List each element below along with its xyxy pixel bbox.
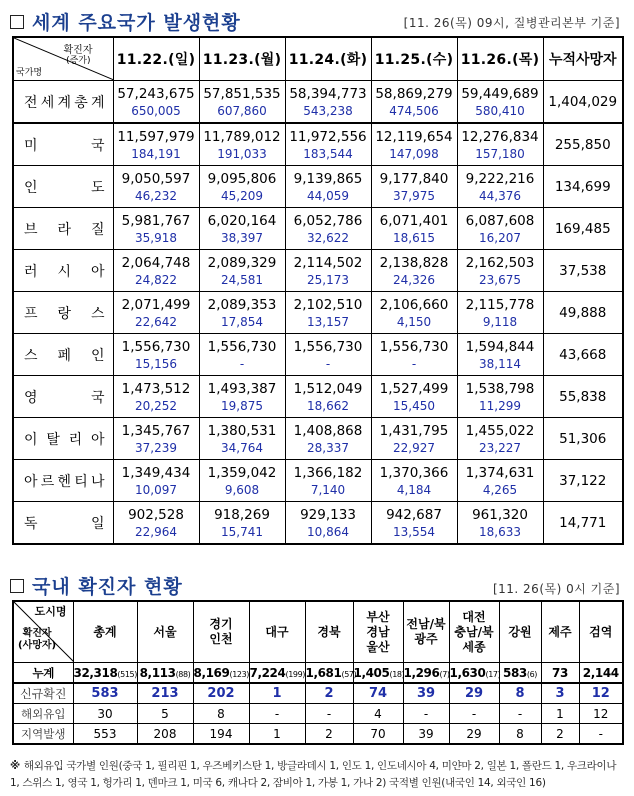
case-cell bbox=[113, 208, 199, 250]
region-value: 553 bbox=[73, 724, 137, 745]
daily-increase: 24,822 bbox=[135, 272, 177, 287]
case-cell bbox=[371, 502, 457, 545]
daily-increase: 13,554 bbox=[393, 524, 435, 539]
case-cell bbox=[457, 292, 543, 334]
daily-increase: 44,376 bbox=[479, 188, 521, 203]
cumulative-cases: 2,138,828 bbox=[379, 254, 449, 271]
daily-increase: 24,581 bbox=[221, 272, 263, 287]
daily-increase: 184,191 bbox=[131, 146, 181, 161]
case-cell bbox=[371, 376, 457, 418]
case-cell bbox=[285, 123, 371, 166]
corner-top-label: 도시명 bbox=[34, 605, 67, 618]
cumulative-cases: 2,106,660 bbox=[379, 296, 449, 313]
region-value: 74 bbox=[353, 683, 403, 704]
cumulative-cases: 1,374,631 bbox=[465, 464, 535, 481]
daily-increase: 11,299 bbox=[479, 398, 521, 413]
daily-increase: 15,450 bbox=[393, 398, 435, 413]
cumulative-cases: 1,380,531 bbox=[207, 422, 277, 439]
cumulative-cases: 1,349,434 bbox=[121, 464, 191, 481]
cumulative-deaths: 255,850 bbox=[543, 123, 623, 166]
cumulative-cases: 2,089,329 bbox=[207, 254, 277, 271]
country-name: 독 일 bbox=[13, 502, 113, 545]
region-value: 3 bbox=[541, 683, 579, 704]
case-cell bbox=[371, 334, 457, 376]
total-row bbox=[13, 663, 623, 684]
case-cell bbox=[199, 292, 285, 334]
daily-increase: 4,265 bbox=[482, 482, 518, 497]
region-value: 12 bbox=[579, 704, 623, 724]
corner-bottom-label: 확진자 (사망자) bbox=[18, 628, 57, 651]
case-cell bbox=[199, 502, 285, 545]
case-cell bbox=[199, 250, 285, 292]
country-name: 전 세 계 총 계 bbox=[13, 81, 113, 124]
daily-increase: 44,059 bbox=[307, 188, 349, 203]
daily-increase: 28,337 bbox=[307, 440, 349, 455]
cumulative-cases: 929,133 bbox=[300, 506, 356, 523]
region-value: 73 bbox=[541, 663, 579, 684]
cumulative-cases: 942,687 bbox=[386, 506, 442, 523]
cumulative-cases: 1,538,798 bbox=[465, 380, 535, 397]
daily-increase: 18,662 bbox=[307, 398, 349, 413]
country-name: 이 탈 리 아 bbox=[13, 418, 113, 460]
case-cell bbox=[199, 81, 285, 124]
corner-top2-label: (증가) bbox=[66, 56, 91, 66]
cumulative-cases: 2,115,778 bbox=[465, 296, 535, 313]
cumulative-deaths: 169,485 bbox=[543, 208, 623, 250]
domestic-table-header bbox=[13, 601, 623, 663]
region-value: 1,630(17) bbox=[449, 663, 499, 684]
case-cell bbox=[371, 250, 457, 292]
case-cell bbox=[371, 123, 457, 166]
note-text: 해외유입 국가별 인원(중국 1, 필리핀 1, 우즈베키스탄 1, 방글라데시 1, 인도 1, 인도네시아 4, 미얀마 2, 일본 1, 폴란드 1, 우크라이나 1, 스위스 1, 영국 1, 헝가리 1, 덴마크 1, 미국 6, 캐나다 2, 잠비아 1, 가봉 1, 가나 2) 국적별 인원(내국인 14, 외국인 16) bbox=[10, 760, 617, 789]
country-name: 인 도 bbox=[13, 166, 113, 208]
region-value: 208 bbox=[137, 724, 193, 745]
daily-increase: 15,156 bbox=[135, 356, 177, 371]
case-cell bbox=[285, 376, 371, 418]
region-value: - bbox=[449, 704, 499, 724]
daily-increase: 543,238 bbox=[303, 103, 353, 118]
country-name: 브 라 질 bbox=[13, 208, 113, 250]
cumulative-cases: 1,527,499 bbox=[379, 380, 449, 397]
row-label: 누계 bbox=[13, 663, 73, 684]
world-table-header bbox=[13, 37, 623, 81]
cumulative-cases: 1,408,868 bbox=[293, 422, 363, 439]
daily-increase: 4,184 bbox=[396, 482, 432, 497]
cumulative-cases: 6,087,608 bbox=[465, 212, 535, 229]
daily-increase: 16,207 bbox=[479, 230, 521, 245]
case-cell bbox=[457, 166, 543, 208]
daily-increase: 650,005 bbox=[131, 103, 181, 118]
daily-increase: 24,326 bbox=[393, 272, 435, 287]
daily-increase: 17,854 bbox=[221, 314, 263, 329]
case-cell bbox=[457, 334, 543, 376]
world-cases-table bbox=[12, 36, 624, 545]
region-header: 전남/북 광주 bbox=[403, 601, 449, 663]
cumulative-cases: 11,972,556 bbox=[289, 128, 367, 145]
case-cell bbox=[113, 250, 199, 292]
cumulative-deaths: 49,888 bbox=[543, 292, 623, 334]
country-row bbox=[13, 250, 623, 292]
daily-increase: 22,927 bbox=[393, 440, 435, 455]
cumulative-cases: 9,050,597 bbox=[121, 170, 191, 187]
case-cell bbox=[457, 376, 543, 418]
region-value: 7,224(199) bbox=[249, 663, 305, 684]
daily-increase: 34,764 bbox=[221, 440, 263, 455]
cumulative-cases: 57,851,535 bbox=[203, 85, 281, 102]
cumulative-cases: 1,556,730 bbox=[121, 338, 191, 355]
region-value: 29 bbox=[449, 683, 499, 704]
cumulative-deaths: 37,538 bbox=[543, 250, 623, 292]
section2-title: 국내 확진자 현황 bbox=[32, 576, 183, 598]
row-label: 해외유입 bbox=[13, 704, 73, 724]
region-value: 8 bbox=[499, 724, 541, 745]
country-name: 프 랑 스 bbox=[13, 292, 113, 334]
daily-increase: - bbox=[411, 356, 417, 371]
region-value: 39 bbox=[403, 724, 449, 745]
domestic-cases-table bbox=[12, 600, 624, 745]
region-value: 30 bbox=[73, 704, 137, 724]
daily-increase: 37,239 bbox=[135, 440, 177, 455]
cumulative-cases: 11,789,012 bbox=[203, 128, 281, 145]
region-value: 1,296(7) bbox=[403, 663, 449, 684]
note-mark: ※ bbox=[10, 760, 20, 772]
region-value: 29 bbox=[449, 724, 499, 745]
daily-increase: 9,118 bbox=[482, 314, 518, 329]
cumulative-cases: 58,394,773 bbox=[289, 85, 367, 102]
daily-increase: 7,140 bbox=[310, 482, 346, 497]
case-cell bbox=[199, 418, 285, 460]
region-header: 서울 bbox=[137, 601, 193, 663]
region-header: 제주 bbox=[541, 601, 579, 663]
region-header: 경기 인천 bbox=[193, 601, 249, 663]
daily-increase: 20,252 bbox=[135, 398, 177, 413]
case-cell bbox=[285, 334, 371, 376]
cumulative-cases: 9,095,806 bbox=[207, 170, 277, 187]
daily-increase: 147,098 bbox=[389, 146, 439, 161]
cumulative-cases: 2,102,510 bbox=[293, 296, 363, 313]
country-row bbox=[13, 208, 623, 250]
country-row bbox=[13, 460, 623, 502]
daily-increase: 22,642 bbox=[135, 314, 177, 329]
country-row bbox=[13, 123, 623, 166]
case-cell bbox=[285, 166, 371, 208]
case-cell bbox=[457, 502, 543, 545]
case-cell bbox=[113, 81, 199, 124]
cumulative-cases: 1,556,730 bbox=[293, 338, 363, 355]
cumulative-cases: 6,020,164 bbox=[207, 212, 277, 229]
date-header: 11.24.(화) bbox=[285, 37, 371, 81]
daily-increase: 46,232 bbox=[135, 188, 177, 203]
region-value: 202 bbox=[193, 683, 249, 704]
section1-header bbox=[10, 8, 241, 35]
section2-source: [11. 26(목) 0시 기준] bbox=[492, 582, 620, 596]
case-cell bbox=[285, 250, 371, 292]
country-row bbox=[13, 166, 623, 208]
case-cell bbox=[113, 123, 199, 166]
cumulative-cases: 58,869,279 bbox=[375, 85, 453, 102]
country-name: 스 페 인 bbox=[13, 334, 113, 376]
corner-cell bbox=[13, 601, 73, 663]
country-row bbox=[13, 376, 623, 418]
cumulative-cases: 6,071,401 bbox=[379, 212, 449, 229]
date-header: 11.22.(일) bbox=[113, 37, 199, 81]
daily-increase: 38,397 bbox=[221, 230, 263, 245]
cumulative-cases: 9,177,840 bbox=[379, 170, 449, 187]
daily-increase: 45,209 bbox=[221, 188, 263, 203]
region-header: 경북 bbox=[305, 601, 353, 663]
daily-increase: 191,033 bbox=[217, 146, 267, 161]
cumulative-cases: 2,089,353 bbox=[207, 296, 277, 313]
daily-increase: 19,875 bbox=[221, 398, 263, 413]
daily-increase: 15,741 bbox=[221, 524, 263, 539]
daily-increase: 37,975 bbox=[393, 188, 435, 203]
region-value: 1 bbox=[541, 704, 579, 724]
region-header: 대전 충남/북 세종 bbox=[449, 601, 499, 663]
region-header: 강원 bbox=[499, 601, 541, 663]
checkbox-square-icon bbox=[10, 15, 24, 29]
cumulative-cases: 1,359,042 bbox=[207, 464, 277, 481]
case-cell bbox=[113, 418, 199, 460]
cumulative-cases: 1,493,387 bbox=[207, 380, 277, 397]
checkbox-square-icon bbox=[10, 579, 24, 593]
case-cell bbox=[457, 250, 543, 292]
region-value: 8,169(123) bbox=[193, 663, 249, 684]
daily-increase: 18,615 bbox=[393, 230, 435, 245]
case-cell bbox=[199, 166, 285, 208]
case-cell bbox=[113, 376, 199, 418]
cumulative-cases: 12,119,654 bbox=[375, 128, 453, 145]
case-cell bbox=[285, 460, 371, 502]
cumulative-cases: 1,556,730 bbox=[207, 338, 277, 355]
case-cell bbox=[113, 334, 199, 376]
daily-increase: 474,506 bbox=[389, 103, 439, 118]
daily-increase: - bbox=[239, 356, 245, 371]
case-cell bbox=[371, 460, 457, 502]
country-row bbox=[13, 292, 623, 334]
cumulative-cases: 57,243,675 bbox=[117, 85, 195, 102]
cumulative-cases: 9,139,865 bbox=[293, 170, 363, 187]
date-header: 11.23.(월) bbox=[199, 37, 285, 81]
region-value: - bbox=[403, 704, 449, 724]
case-cell bbox=[199, 123, 285, 166]
case-cell bbox=[199, 334, 285, 376]
cumulative-cases: 1,370,366 bbox=[379, 464, 449, 481]
region-header: 총계 bbox=[73, 601, 137, 663]
case-cell bbox=[199, 376, 285, 418]
case-cell bbox=[285, 502, 371, 545]
country-name: 러 시 아 bbox=[13, 250, 113, 292]
daily-increase: 10,097 bbox=[135, 482, 177, 497]
corner-bottom-label: 국가명 bbox=[16, 68, 43, 78]
cumulative-deaths: 1,404,029 bbox=[543, 81, 623, 124]
cumulative-cases: 961,320 bbox=[472, 506, 528, 523]
case-cell bbox=[371, 418, 457, 460]
daily-increase: 580,410 bbox=[475, 103, 525, 118]
region-value: - bbox=[305, 704, 353, 724]
cumulative-cases: 11,597,979 bbox=[117, 128, 195, 145]
cumulative-cases: 6,052,786 bbox=[293, 212, 363, 229]
region-value: 70 bbox=[353, 724, 403, 745]
section2-header bbox=[10, 572, 183, 599]
cumulative-cases: 9,222,216 bbox=[465, 170, 535, 187]
abroad-row bbox=[13, 704, 623, 724]
country-row bbox=[13, 418, 623, 460]
region-value: 8 bbox=[499, 683, 541, 704]
cumulative-cases: 1,594,844 bbox=[465, 338, 535, 355]
region-value: 2 bbox=[541, 724, 579, 745]
cumulative-cases: 2,114,502 bbox=[293, 254, 363, 271]
cumulative-deaths: 37,122 bbox=[543, 460, 623, 502]
region-value: 39 bbox=[403, 683, 449, 704]
case-cell bbox=[285, 418, 371, 460]
daily-increase: 23,675 bbox=[479, 272, 521, 287]
region-header: 대구 bbox=[249, 601, 305, 663]
row-label: 신규확진 bbox=[13, 683, 73, 704]
case-cell bbox=[371, 81, 457, 124]
region-value: 194 bbox=[193, 724, 249, 745]
daily-increase: 25,173 bbox=[307, 272, 349, 287]
cumulative-cases: 2,162,503 bbox=[465, 254, 535, 271]
case-cell bbox=[199, 460, 285, 502]
country-row bbox=[13, 81, 623, 124]
case-cell bbox=[199, 208, 285, 250]
region-value: 4 bbox=[353, 704, 403, 724]
cumulative-cases: 59,449,689 bbox=[461, 85, 539, 102]
cumulative-cases: 1,556,730 bbox=[379, 338, 449, 355]
region-value: 1 bbox=[249, 683, 305, 704]
cumulative-cases: 1,366,182 bbox=[293, 464, 363, 481]
case-cell bbox=[113, 460, 199, 502]
country-row bbox=[13, 502, 623, 545]
case-cell bbox=[371, 166, 457, 208]
daily-increase: 38,114 bbox=[479, 356, 521, 371]
corner-top-label: 확진자 bbox=[63, 45, 93, 56]
region-header: 부산 경남 울산 bbox=[353, 601, 403, 663]
daily-increase: 183,544 bbox=[303, 146, 353, 161]
daily-increase: 22,964 bbox=[135, 524, 177, 539]
country-name: 영 국 bbox=[13, 376, 113, 418]
region-value: 1,405(18) bbox=[353, 663, 403, 684]
daily-increase: 4,150 bbox=[396, 314, 432, 329]
case-cell bbox=[371, 292, 457, 334]
region-value: 8,113(88) bbox=[137, 663, 193, 684]
cumulative-cases: 1,512,049 bbox=[293, 380, 363, 397]
daily-increase: 32,622 bbox=[307, 230, 349, 245]
daily-increase: 35,918 bbox=[135, 230, 177, 245]
case-cell bbox=[113, 166, 199, 208]
country-row bbox=[13, 334, 623, 376]
case-cell bbox=[285, 292, 371, 334]
cumulative-cases: 2,071,499 bbox=[121, 296, 191, 313]
cumulative-cases: 1,431,795 bbox=[379, 422, 449, 439]
cumulative-deaths: 51,306 bbox=[543, 418, 623, 460]
region-value: 1 bbox=[249, 724, 305, 745]
cumulative-deaths: 14,771 bbox=[543, 502, 623, 545]
cumulative-cases: 1,473,512 bbox=[121, 380, 191, 397]
daily-increase: 607,860 bbox=[217, 103, 267, 118]
case-cell bbox=[371, 208, 457, 250]
daily-increase: - bbox=[325, 356, 331, 371]
case-cell bbox=[457, 418, 543, 460]
cumulative-deaths: 55,838 bbox=[543, 376, 623, 418]
death-header: 누적사망자 bbox=[543, 37, 623, 81]
daily-increase: 18,633 bbox=[479, 524, 521, 539]
country-name: 미 국 bbox=[13, 123, 113, 166]
footnote bbox=[10, 758, 626, 792]
case-cell bbox=[113, 292, 199, 334]
case-cell bbox=[457, 208, 543, 250]
case-cell bbox=[457, 123, 543, 166]
case-cell bbox=[457, 81, 543, 124]
row-label: 지역발생 bbox=[13, 724, 73, 745]
cumulative-cases: 2,064,748 bbox=[121, 254, 191, 271]
region-value: 1,681(57) bbox=[305, 663, 353, 684]
region-value: - bbox=[579, 724, 623, 745]
case-cell bbox=[457, 460, 543, 502]
corner-cell bbox=[13, 37, 113, 81]
date-header: 11.25.(수) bbox=[371, 37, 457, 81]
daily-increase: 23,227 bbox=[479, 440, 521, 455]
region-value: 8 bbox=[193, 704, 249, 724]
region-value: - bbox=[249, 704, 305, 724]
daily-increase: 9,608 bbox=[224, 482, 260, 497]
local-row bbox=[13, 724, 623, 745]
cumulative-deaths: 43,668 bbox=[543, 334, 623, 376]
region-value: 2 bbox=[305, 724, 353, 745]
region-header: 검역 bbox=[579, 601, 623, 663]
date-header: 11.26.(목) bbox=[457, 37, 543, 81]
region-value: 583(6) bbox=[499, 663, 541, 684]
cumulative-cases: 918,269 bbox=[214, 506, 270, 523]
cumulative-cases: 1,345,767 bbox=[121, 422, 191, 439]
new-row bbox=[13, 683, 623, 704]
section1-source: [11. 26(목) 09시, 질병관리본부 기준] bbox=[403, 16, 620, 30]
case-cell bbox=[285, 81, 371, 124]
region-value: 5 bbox=[137, 704, 193, 724]
cumulative-cases: 1,455,022 bbox=[465, 422, 535, 439]
cumulative-deaths: 134,699 bbox=[543, 166, 623, 208]
region-value: 12 bbox=[579, 683, 623, 704]
region-value: - bbox=[499, 704, 541, 724]
daily-increase: 157,180 bbox=[475, 146, 525, 161]
case-cell bbox=[113, 502, 199, 545]
region-value: 2 bbox=[305, 683, 353, 704]
region-value: 32,318(515) bbox=[73, 663, 137, 684]
cumulative-cases: 12,276,834 bbox=[461, 128, 539, 145]
country-name: 아 르 헨 티 나 bbox=[13, 460, 113, 502]
cumulative-cases: 902,528 bbox=[128, 506, 184, 523]
region-value: 2,144 bbox=[579, 663, 623, 684]
section1-title: 세계 주요국가 발생현황 bbox=[32, 12, 241, 34]
region-value: 213 bbox=[137, 683, 193, 704]
daily-increase: 13,157 bbox=[307, 314, 349, 329]
case-cell bbox=[285, 208, 371, 250]
cumulative-cases: 5,981,767 bbox=[121, 212, 191, 229]
daily-increase: 10,864 bbox=[307, 524, 349, 539]
region-value: 583 bbox=[73, 683, 137, 704]
